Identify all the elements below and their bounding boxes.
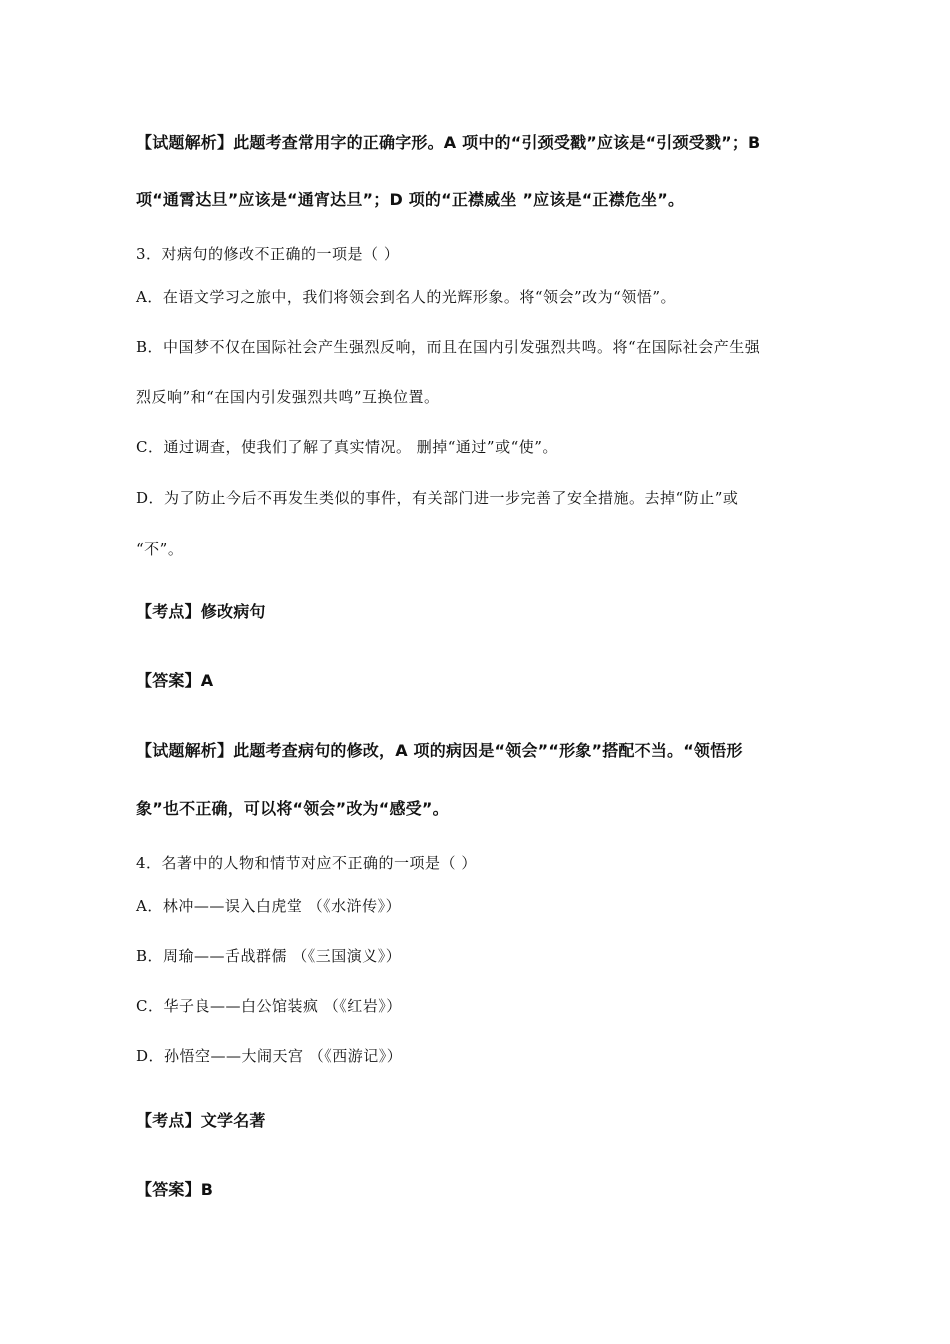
- q3-option-c: C．通过调查，使我们了解了真实情况。 删掉“通过”或“使”。: [136, 438, 558, 456]
- q2-analysis-line-2: 项“通霄达旦”应该是“通宵达旦”；D 项的“正襟威坐 ”应该是“正襟危坐”。: [136, 190, 685, 209]
- q3-option-b-line-2: 烈反响”和“在国内引发强烈共鸣”互换位置。: [136, 388, 440, 406]
- q3-question: 3．对病句的修改不正确的一项是（ ）: [136, 245, 400, 263]
- q4-option-d: D．孙悟空——大闹天宫 （《西游记》）: [136, 1047, 403, 1065]
- q3-option-a: A．在语文学习之旅中，我们将领会到名人的光辉形象。将“领会”改为“领悟”。: [136, 288, 677, 306]
- q4-option-a: A．林冲——误入白虎堂 （《水浒传》）: [136, 897, 402, 915]
- q3-option-d-line-1: D．为了防止今后不再发生类似的事件，有关部门进一步完善了安全措施。去掉“防止”或: [136, 489, 739, 507]
- q3-analysis-line-2: 象”也不正确，可以将“领会”改为“感受”。: [136, 799, 449, 818]
- q3-kaodian: 【考点】修改病句: [136, 602, 266, 621]
- q3-option-d-line-2: “不”。: [136, 540, 184, 558]
- q2-analysis-line-1: 【试题解析】此题考查常用字的正确字形。A 项中的“引颈受戳”应该是“引颈受戮”；B: [136, 133, 761, 152]
- q4-option-b: B．周瑜——舌战群儒 （《三国演义》）: [136, 947, 402, 965]
- q4-option-c: C．华子良——白公馆装疯 （《红岩》）: [136, 997, 402, 1015]
- q4-kaodian: 【考点】文学名著: [136, 1111, 266, 1130]
- q3-answer: 【答案】A: [136, 671, 214, 690]
- q4-answer: 【答案】B: [136, 1180, 214, 1199]
- q3-option-b-line-1: B．中国梦不仅在国际社会产生强烈反响，而且在国内引发强烈共鸣。将“在国际社会产生强: [136, 338, 761, 356]
- q4-question: 4．名著中的人物和情节对应不正确的一项是（ ）: [136, 854, 477, 872]
- q3-analysis-line-1: 【试题解析】此题考查病句的修改，A 项的病因是“领会”“形象”搭配不当。“领悟形: [136, 741, 743, 760]
